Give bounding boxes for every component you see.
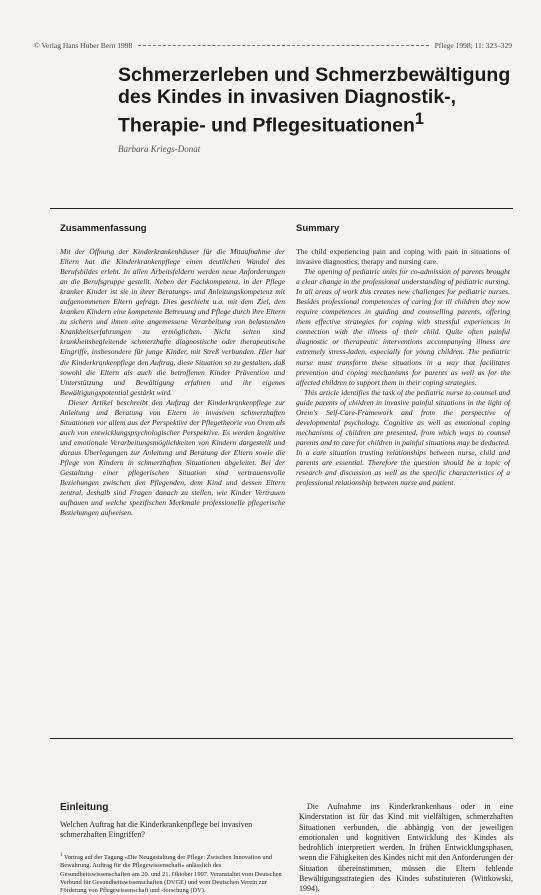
- abstract-paragraph: Mit der Öffnung der Kinderkrankenhäuser für die Mitaufnahme der Eltern hat die Kinderkrankenpflege einen deutlichen Wandel des Berufsbildes erlebt. In allen Arbeitsfeldern werden neue Anforderungen an die Berufsgruppe gestellt. Neben der Fachkompetenz, in der Pflege kranker Kinder ist sie in ihrer Beratungs- und Anleitungskompetenz mit aufgenommenen Eltern gefragt. Dies geschieht u.a. mit dem Ziel, den kranken Kindern eine kompetente Betreuung und Pflege durch ihre Eltern zu sichern und ihnen eine angemessene Verarbeitung von belastenden Krankheitserfahrungen zu ermöglichen. Nicht selten sind krankheitsbegleitende schmerzhafte diagnostische oder therapeutische Eingriffe, insbesondere für junge Kinder, mit Streß verbunden. Hier hat die Kinderkrankenpflege den Auftrag, diese Situation so zu gestalten, daß sowohl die Eltern als auch die betroffenen Kinder Prävention und Unterstützung und Bewältigung erfahren und ihr eigenes Bewältigungspotential gestärkt wird.: [60, 247, 285, 397]
- running-head-rule: [138, 45, 428, 46]
- article-author: Barbara Kriegs-Donat: [118, 144, 201, 154]
- abstract-bottom-rule: [50, 738, 513, 739]
- intro-body-text: Die Aufnahme ins Kinderkrankenhaus oder in eine Kinderstation ist für das Kind mit vielfältigen, schmerzhaften Situationen verbunden, die abhängig von der jeweiligen emotionalen und kognitiven Entwicklung des Kindes als bedrohlich interpretiert werden. In frühen Entwicklungsphasen, wenn die Fähigkeiten des Kindes nicht mit den Anforderungen der Situation übereinstimmen, müssen die Eltern fehlende Bewältigungsstrategien des Kindes substituieren (Wittkowski, 1994).: [299, 802, 513, 894]
- summary-paragraph: The child experiencing pain and coping with pain in situations of invasive diagnostics, therapy and nursing care.: [296, 247, 510, 267]
- abstract-german: [60, 223, 285, 518]
- running-head-citation: Pflege 1998; 11: 323–329: [434, 41, 512, 50]
- article-title-text: Schmerzerleben und Schmerzbewältigung des Kindes in invasiven Diagnostik-, Therapie- und Pflegesituationen: [118, 64, 511, 137]
- abstract-paragraph: Dieser Artikel beschreibt den Auftrag der Kinderkrankenpflege zur Anleitung und Beratung von Eltern in invasiven schmerzhaften Situationen vor allem aus der Perspektive der Pflegetheorie von Orem als auch von entwicklungspsychologischer Perspektive. Es werden kognitive und emotionale Verarbeitungsmöglichkeiten von Kindern dargestellt und daraus Überlegungen zur Anleitung und Beratung der Eltern sowie die Pflege von Kindern in schmerzhaften Situationen abgeleitet. Bei der Gestaltung einer pflegerischen Situation sind vertrauensvolle Beziehungen zwischen den Pflegenden, dem Kind und dessen Eltern zentral, deshalb sind Fragen danach zu stellen, wie Kinder Vertrauen aufbauen und welche spezifischen Merkmale professionelle pflegerische Beziehungen aufweisen.: [60, 397, 285, 518]
- abstract-heading: Zusammenfassung: [60, 223, 147, 234]
- intro-question: Welchen Auftrag hat die Kinderkrankenpflege bei invasiven schmerzhaften Eingriffen?: [60, 820, 253, 840]
- footnote-mark: 1: [60, 853, 63, 858]
- title-footnote-mark: 1: [414, 110, 424, 128]
- footnote-text: Vortrag auf der Tagung «Die Neugestaltung der Pflege: Zwischen Innovation und Bewahrung. Auftrag für die Pflegewissenschaft» anlässlich des Gesundheitswissenschaften am 20. und 21. Oktober 1997. Veranstaltet vom Deutschen Verbund für Gesundheitswissenschaften (DVGE) und vom Deutschen Verein zur Förderung von Pflegewissenschaft und -forschung (DV).: [60, 854, 282, 894]
- summary-paragraph: The opening of pediatric units for co-admission of parents brought a clear change in the professional understanding of pediatric nursing. In all areas of work this creates new challenges for pediatric nurses. Besides professional competences of caring for ill children they now require competences in guiding and counselling parents, offering them effective strategies for coping with stressful experiences in connection with the illness of their child. Quite often painful diagnostic or therapeutic interventions accompanying illness are extremely stress-laden, especially for young children. The pediatric nurse must transform these situations in a way that facilitates prevention and coping mechanisms for parents as well as for the affected children to support them in their coping strategies.: [296, 267, 510, 387]
- footnote: [60, 852, 285, 895]
- section-heading-einleitung: Einleitung: [60, 802, 109, 813]
- article-title: [118, 64, 518, 137]
- summary-english: [296, 223, 510, 488]
- summary-heading: Summary: [296, 223, 340, 234]
- abstract-text: [60, 247, 285, 518]
- abstract-box: [50, 208, 513, 739]
- summary-paragraph: This article identifies the task of the pediatric nurse to counsel and guide parents of children in invasive painful situations in the light of Orem's Self-Care-Framework and from the perspective of developmental psychology. Cognitive as well as emotional coping mechanisms of children are presented, from which ways to counsel parents and to care for children in painful situations may be deducted. In a care situation trusting relationships between nurse, child and parents are essential. Therefore the question should be a topic of research and discussion as well as the specific characteristics of a professional relationship between nurse and patient.: [296, 387, 510, 488]
- summary-text: [296, 247, 510, 488]
- running-head-publisher: © Verlag Hans Huber Bern 1998: [34, 41, 133, 50]
- running-head: [34, 41, 512, 50]
